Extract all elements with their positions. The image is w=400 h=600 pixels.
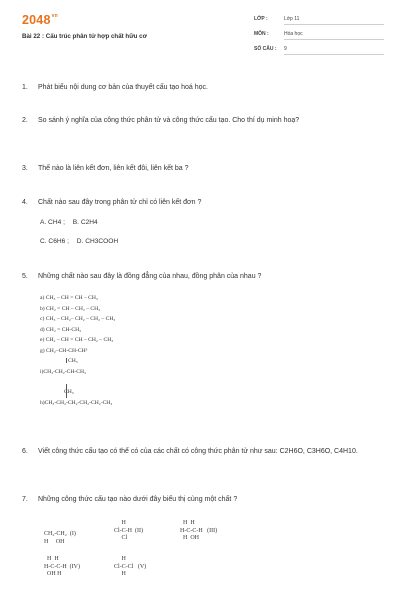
question-number: 4. <box>22 199 28 206</box>
option-a: A. CH4 ; <box>40 219 65 226</box>
compound-c: c) CH₃ – CH₂– CH₂ – CH₂ – CH₃ <box>40 316 116 322</box>
question-text: Phát biểu nội dung cơ bản của thuyết cấu tạo hoá học. <box>38 84 208 91</box>
logo-suffix: vn <box>51 13 58 19</box>
compound-d: d) CH₂ = CH-CH₃ <box>40 326 82 333</box>
question-text: Thế nào là liên kết đơn, liên kết đôi, liên kết ba ? <box>38 165 189 172</box>
lesson-title: Bài 22 : Cấu trúc phân tử hợp chất hữu cơ <box>22 33 148 40</box>
q5-compound-list <box>40 293 115 408</box>
class-label: LỚP : <box>254 16 268 22</box>
compound-i: i)CH₃-CH₂-CH-CH₃ <box>40 368 86 375</box>
worksheet-header <box>0 0 400 62</box>
question-number: 3. <box>22 165 28 172</box>
compound-g: g) CH₂–CH-CH-CH³ <box>40 347 88 354</box>
structure-v: H Cl-C-Cl (V) H <box>114 556 147 577</box>
site-logo[interactable] <box>22 13 58 27</box>
option-c: C. C6H6 ; <box>40 238 69 245</box>
compound-g-branch: CH₃ <box>68 358 78 364</box>
compound-b: b) CH₂ = CH – CH₂ – CH₃ <box>40 305 101 312</box>
question-text: Những công thức cấu tạo nào dưới đây biểu thị cùng một chất ? <box>38 496 238 503</box>
q4-options-row-1 <box>40 219 98 226</box>
logo-text: 2048 <box>22 13 51 27</box>
subject-label: MÔN : <box>254 31 269 37</box>
question-number: 7. <box>22 496 28 503</box>
count-value: 9 <box>284 46 384 55</box>
question-text: Chất nào sau đây trong phân tử chỉ có liên kết đơn ? <box>38 199 202 206</box>
structure-i: CH₂-CH₂ (I) H OH <box>44 531 76 545</box>
compound-a: a) CH₃ – CH = CH – CH₃ <box>40 295 98 301</box>
compound-e: e) CH₂ – CH = CH – CH₂ – CH₃ <box>40 337 114 343</box>
question-number: 2. <box>22 117 28 124</box>
compound-i-branch: CH₃ <box>64 389 74 395</box>
class-value: Lớp 11 <box>284 16 384 25</box>
question-text: So sánh ý nghĩa của công thức phân tử và công thức cấu tạo. Cho thí dụ minh hoạ? <box>38 117 300 124</box>
question-number: 1. <box>22 84 28 91</box>
bond-line <box>66 384 67 398</box>
option-b: B. C2H4 <box>72 219 98 226</box>
compound-h: h)CH₃-CH₂-CH₂-CH₂-CH₂-CH₃ <box>40 399 113 406</box>
spacer <box>40 377 115 387</box>
question-number: 5. <box>22 273 28 280</box>
count-label: SỐ CÂU : <box>254 46 277 52</box>
structure-ii: H Cl-C-H (II) Cl <box>114 520 143 541</box>
question-text: Viết công thức cấu tạo có thể có của các chất có công thức phân tử như sau: C2H6O, C3H6O, C4H10. <box>38 448 358 455</box>
structure-iv: H H H-C-C-H (IV) OH H <box>44 556 80 577</box>
question-number: 6. <box>22 448 28 455</box>
question-text: Những chất nào sau đây là đồng đẳng của nhau, đồng phân của nhau ? <box>38 273 262 280</box>
bond-line <box>66 358 67 363</box>
option-d: D. CH3COOH <box>76 238 119 245</box>
q4-options-row-2 <box>40 238 118 245</box>
subject-value: Hóa học <box>284 31 384 40</box>
structure-iii: H H H-C-C-H (III) H OH <box>180 520 218 541</box>
